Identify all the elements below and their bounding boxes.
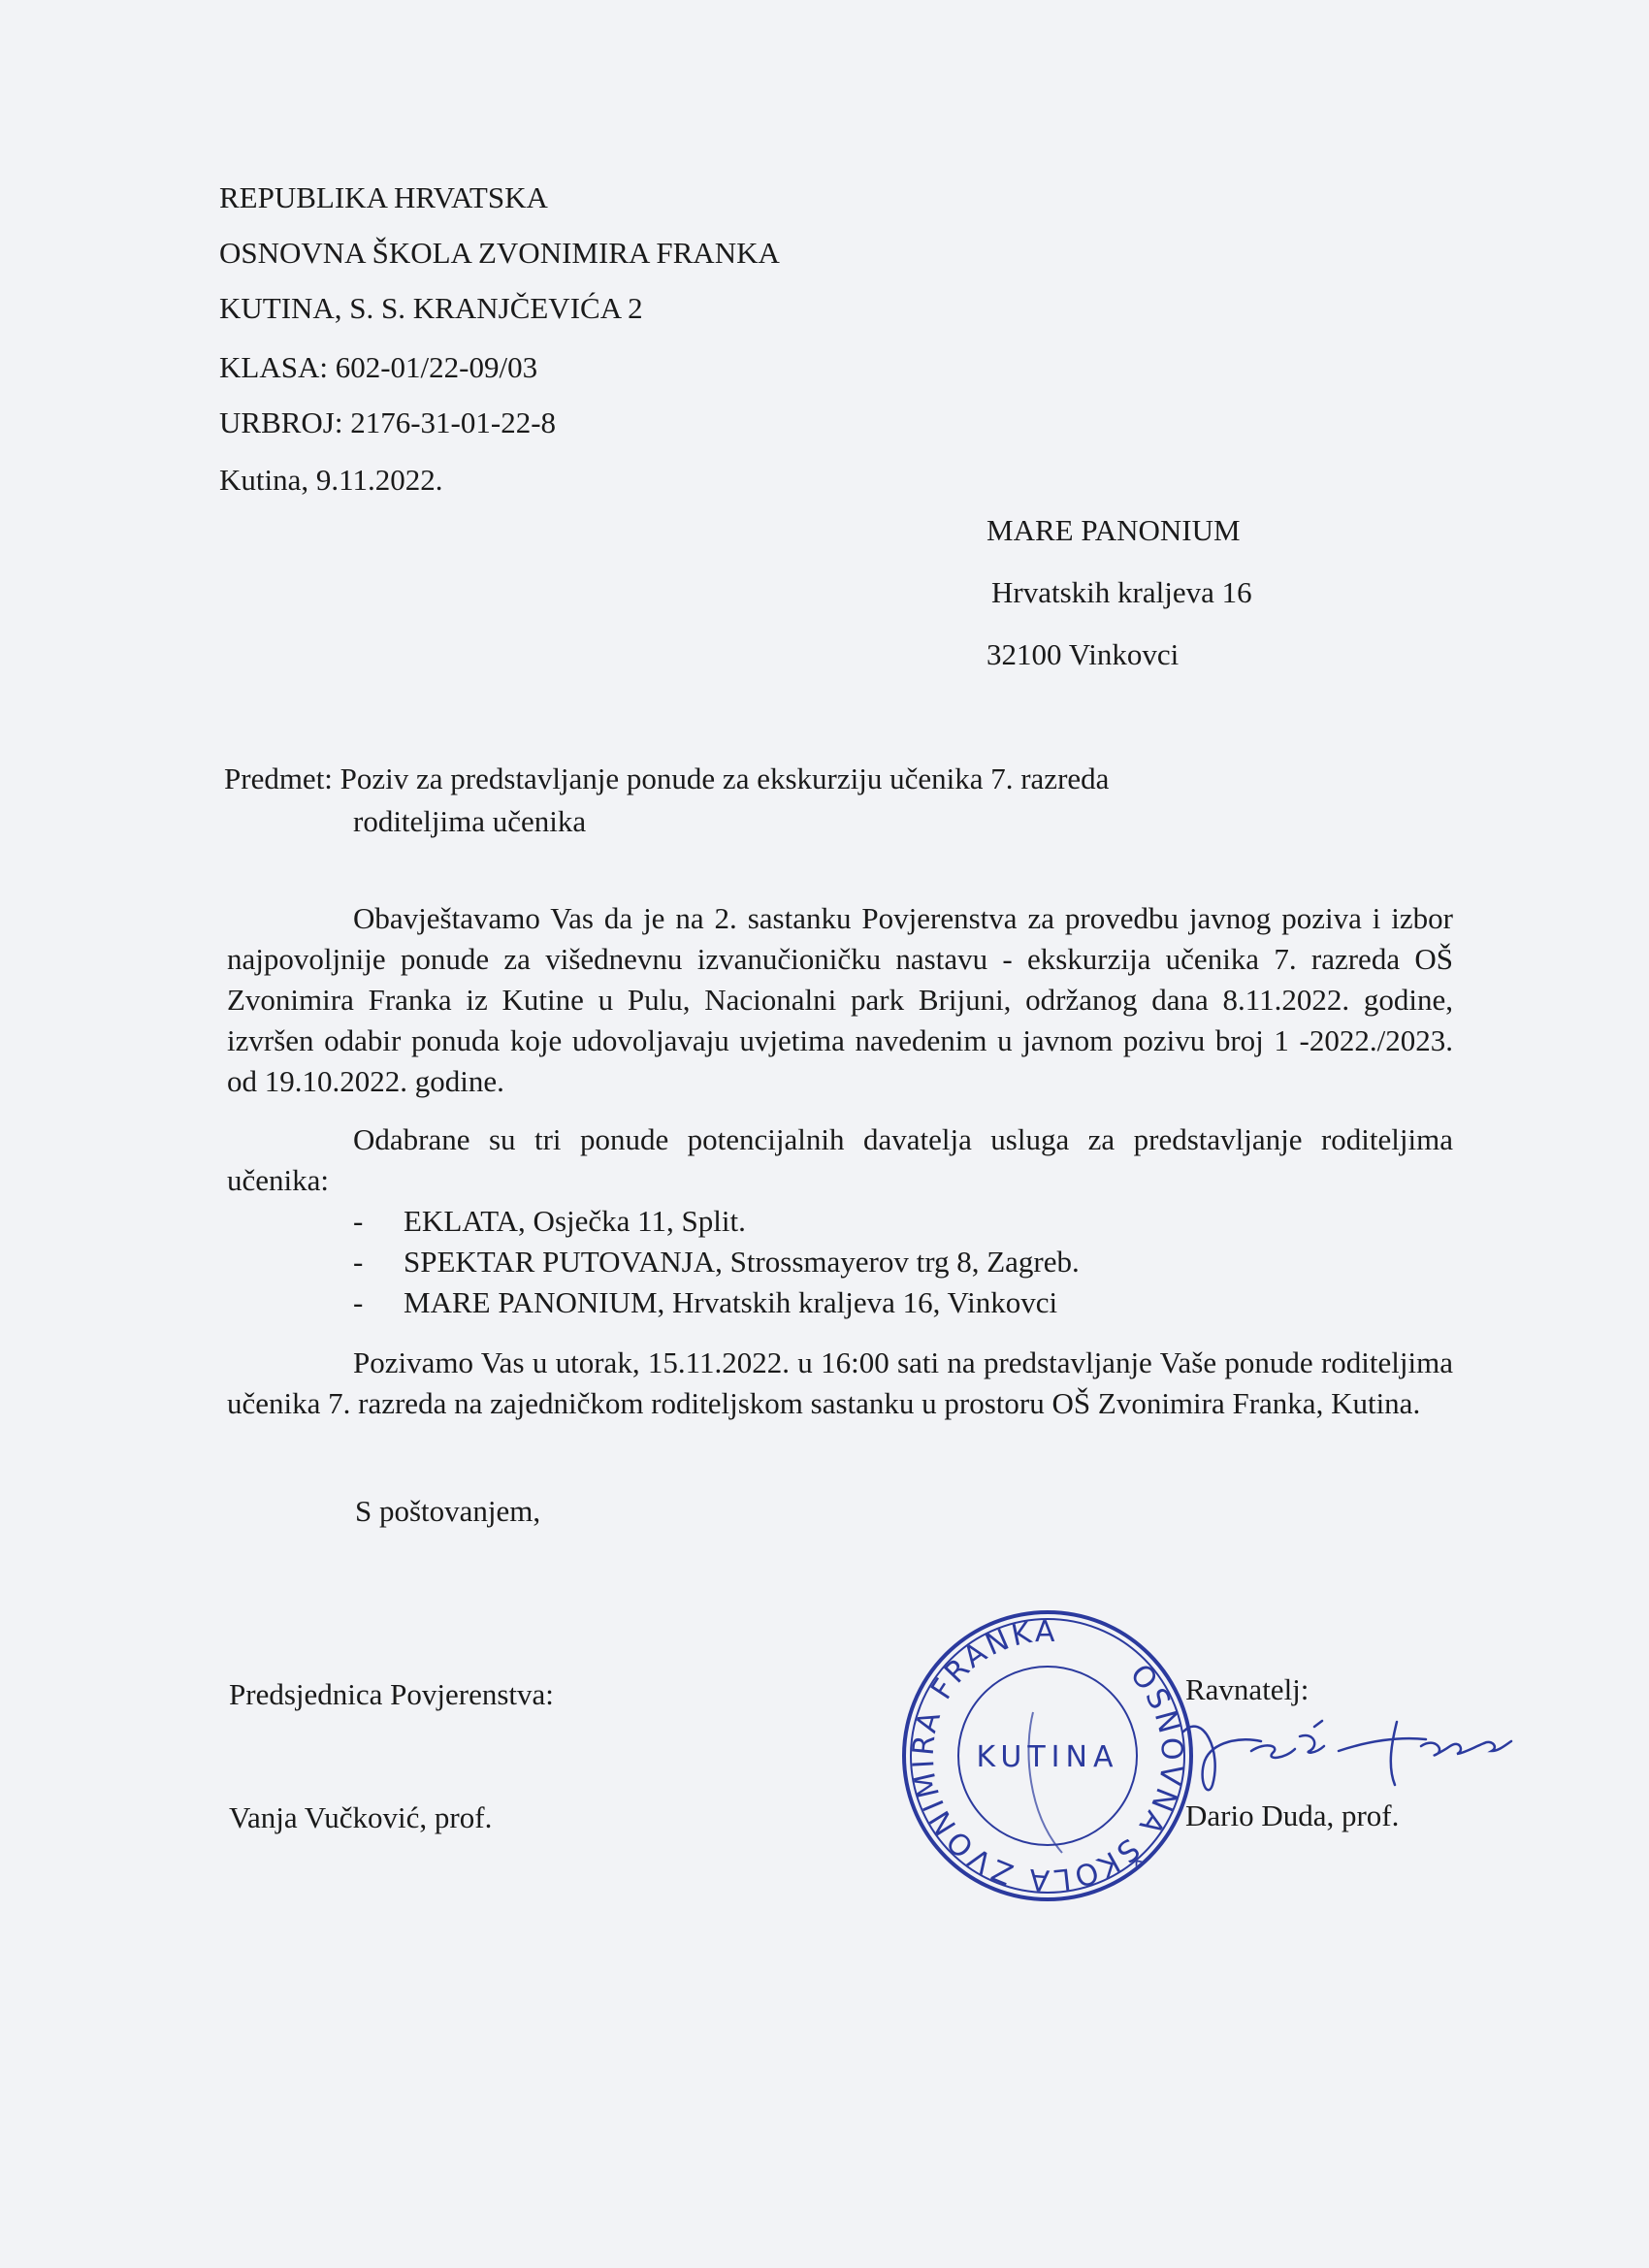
header-date: Kutina, 9.11.2022. <box>219 463 443 497</box>
body-paragraph-1-text: Obavještavamo Vas da je na 2. sastanku Povjerenstva za provedbu javnog poziva i izbor najpovoljnije ponude za višednevnu izvanučioničku nastavu - ekskurzija učenika 7. razreda OŠ Zvonimira Franka iz Kutine u Pulu, Nacionalni park Brijuni, održanog dana 8.11.2022. godine, izvršen odabir ponuda koje udovoljavaju uvjetima navedenim u javnom pozivu broj 1 -2022./2023. od 19.10.2022. godine. <box>227 901 1453 1098</box>
director-signature <box>1145 1693 1523 1819</box>
header-school-name: OSNOVNA ŠKOLA ZVONIMIRA FRANKA <box>219 236 780 270</box>
body-paragraph-2 <box>227 1119 1453 1201</box>
closing-greeting: S poštovanjem, <box>355 1494 541 1528</box>
recipient-name: MARE PANONIUM <box>986 513 1241 547</box>
body-paragraph-1 <box>227 898 1453 1102</box>
right-signatory-title: Ravnatelj: <box>1185 1672 1310 1706</box>
offer-list <box>353 1201 1080 1323</box>
header-republic: REPUBLIKA HRVATSKA <box>219 180 548 214</box>
subject-line-continuation: roditeljima učenika <box>353 804 587 838</box>
header-school-address: KUTINA, S. S. KRANJČEVIĆA 2 <box>219 291 643 325</box>
list-dash: - <box>353 1285 364 1319</box>
body-paragraph-2-text: Odabrane su tri ponude potencijalnih davatelja usluga za predstavljanje roditeljima učenika: <box>227 1122 1453 1197</box>
offer-text: SPEKTAR PUTOVANJA, Strossmayerov trg 8, Zagreb. <box>404 1245 1080 1279</box>
list-dash: - <box>353 1245 364 1279</box>
left-signatory-name: Vanja Vučković, prof. <box>229 1800 493 1834</box>
recipient-city: 32100 Vinkovci <box>986 637 1180 671</box>
stamp-center-text: KUTINA <box>976 1740 1119 1774</box>
header-klasa: KLASA: 602-01/22-09/03 <box>219 350 538 384</box>
stamp-outer-text: OSNOVNA ŠKOLA ZVONIMIRA FRANKA <box>906 1614 1189 1897</box>
list-item <box>353 1282 1080 1323</box>
list-item <box>353 1242 1080 1282</box>
list-item <box>353 1201 1080 1242</box>
subject-line: Predmet: Poziv za predstavljanje ponude za ekskurziju učenika 7. razreda <box>224 761 1110 795</box>
left-signatory-title: Predsjednica Povjerenstva: <box>229 1677 554 1711</box>
recipient-street: Hrvatskih kraljeva 16 <box>991 575 1252 609</box>
offer-text: EKLATA, Osječka 11, Split. <box>404 1204 746 1238</box>
body-paragraph-3 <box>227 1343 1453 1424</box>
offer-text: MARE PANONIUM, Hrvatskih kraljeva 16, Vinkovci <box>404 1285 1058 1319</box>
header-urbroj: URBROJ: 2176-31-01-22-8 <box>219 405 557 439</box>
body-paragraph-3-text: Pozivamo Vas u utorak, 15.11.2022. u 16:00 sati na predstavljanje Vaše ponude roditeljima učenika 7. razreda na zajedničkom roditeljskom sastanku u prostoru OŠ Zvonimira Franka, Kutina. <box>227 1345 1453 1420</box>
right-signatory-name: Dario Duda, prof. <box>1185 1798 1400 1832</box>
list-dash: - <box>353 1204 364 1238</box>
